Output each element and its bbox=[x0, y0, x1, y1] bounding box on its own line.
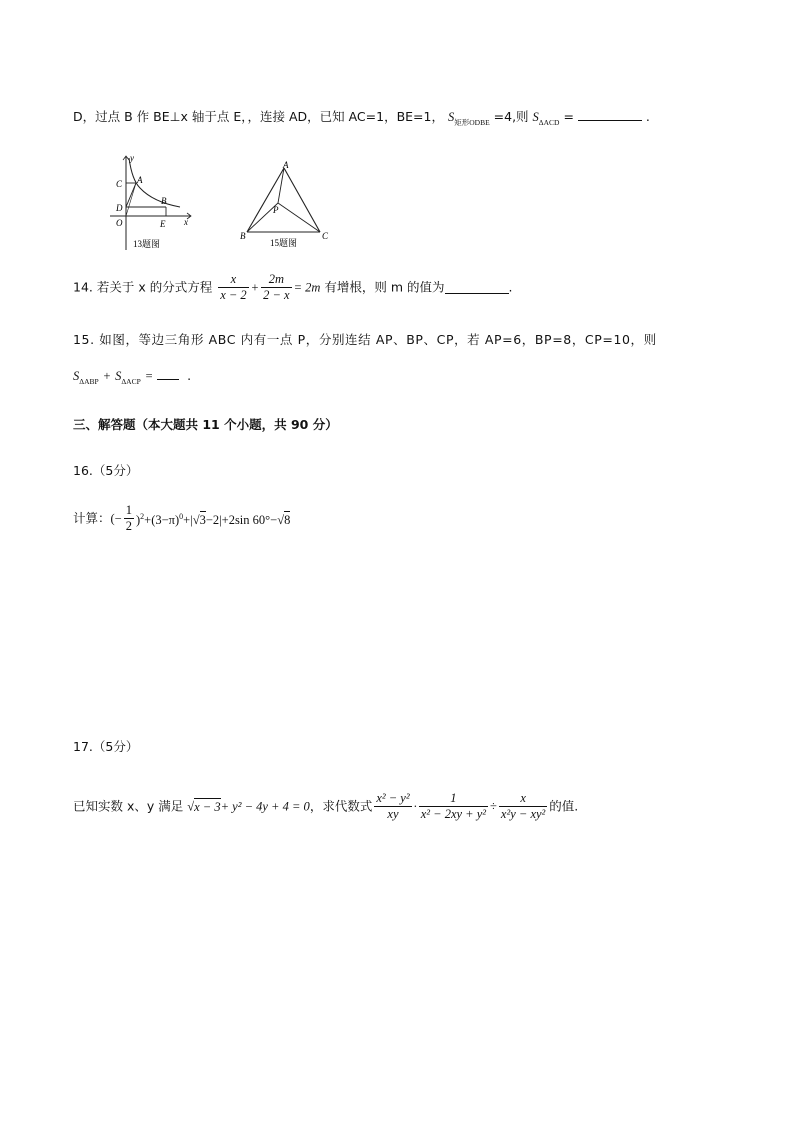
q15-eq: = bbox=[144, 369, 154, 383]
q16-expression bbox=[73, 503, 290, 534]
q17-fraction-2: $\frac{1}{\text{x² − 2xy + y²}}$ bbox=[420, 791, 487, 821]
q16-number: 16.（5分） bbox=[73, 463, 139, 478]
label-c15: C bbox=[322, 231, 329, 241]
label-d: D bbox=[116, 203, 123, 213]
q14-fraction-2: $\frac{2m}{2 - x}$ bbox=[263, 272, 290, 302]
label-x: x bbox=[184, 217, 188, 227]
q17-condition: √x − 3+ y² − 4y + 4 = 0 bbox=[187, 799, 310, 814]
segment-ad bbox=[126, 183, 136, 207]
q14-period: . bbox=[508, 279, 513, 295]
label-b: B bbox=[161, 196, 167, 206]
label-o: O bbox=[116, 218, 123, 228]
q13-answer-blank bbox=[578, 108, 642, 121]
label-c: C bbox=[116, 179, 123, 189]
q17-fraction-3: $\frac{x}{\text{x²y − xy²}}$ bbox=[500, 791, 546, 821]
label-p15: P bbox=[273, 205, 279, 215]
s-abp-symbol: $S_{\Delta ABP}$ bbox=[73, 369, 99, 386]
q17-mid: ，求代数式 bbox=[309, 798, 373, 814]
s-acp-symbol: $S_{\Delta ACP}$ bbox=[115, 369, 141, 386]
side-ac bbox=[284, 168, 320, 232]
q14-plus: + bbox=[250, 280, 260, 295]
q17-suffix: 的值. bbox=[549, 798, 579, 814]
figure-13 bbox=[105, 150, 200, 255]
q17-prefix: 已知实数 x、y 满足 bbox=[73, 798, 184, 814]
q15-line-2 bbox=[73, 367, 191, 386]
q14-prefix: 14. 若关于 x 的分式方程 bbox=[73, 279, 213, 295]
q16-power-part: )$^2+(3-\pi)^0+|√3-2|+2\sin$ 60°−√8 bbox=[135, 511, 291, 528]
q17-div: ÷ bbox=[490, 799, 497, 814]
q17-fraction-1: $\frac{\text{x² − y²}}{xy}$ bbox=[376, 791, 410, 821]
s-rect-symbol: $S_{矩形ODBE}$ bbox=[447, 110, 490, 127]
q13-text: D，过点 B 作 BE⊥x 轴于点 E，，连接 AD，已知 AC=1，BE=1， bbox=[73, 109, 444, 124]
q15-answer-blank bbox=[157, 367, 179, 380]
q13-eq-end: = bbox=[563, 109, 574, 124]
q14-fraction-1: $\frac{x}{x - 2}$ bbox=[220, 272, 247, 302]
segment-oa bbox=[126, 183, 136, 216]
q14-suffix: 有增根，则 m 的值为 bbox=[324, 279, 445, 295]
q14-line bbox=[73, 272, 513, 303]
q13-period: . bbox=[645, 109, 650, 124]
q13-tail-line bbox=[73, 108, 650, 127]
q16-half-fraction: $\frac{1}{2}$ bbox=[125, 503, 132, 533]
q13-eq4: =4,则 bbox=[493, 109, 529, 124]
q17-dot: · bbox=[413, 799, 417, 814]
label-e: E bbox=[160, 219, 166, 229]
label-b15: B bbox=[240, 231, 246, 241]
q15-line-1: 15. 如图，等边三角形 ABC 内有一点 P，分别连结 AP、BP、CP，若 AP=6，BP=8，CP=10，则 bbox=[73, 332, 657, 347]
figure-15 bbox=[232, 158, 342, 250]
q16-open-paren: (− bbox=[110, 511, 122, 526]
q15-period: . bbox=[187, 368, 192, 383]
figure-13-caption: 13题图 bbox=[133, 239, 161, 249]
q15-plus: + bbox=[102, 369, 112, 383]
q17-number: 17.（5分） bbox=[73, 739, 139, 754]
q14-answer-blank bbox=[445, 281, 509, 294]
label-a15: A bbox=[283, 160, 289, 170]
q17-expression bbox=[73, 791, 578, 822]
segment-cp bbox=[278, 203, 320, 232]
q16-prefix: 计算： bbox=[73, 510, 111, 526]
q14-rhs: = 2m bbox=[293, 280, 321, 295]
label-y: y bbox=[130, 153, 134, 163]
label-a: A bbox=[137, 175, 143, 185]
section-3-heading: 三、解答题（本大题共 11 个小题，共 90 分） bbox=[73, 417, 338, 432]
figure-15-caption: 15题图 bbox=[270, 238, 298, 248]
s-tri-symbol: $S_{\Delta ACD}$ bbox=[532, 110, 560, 127]
